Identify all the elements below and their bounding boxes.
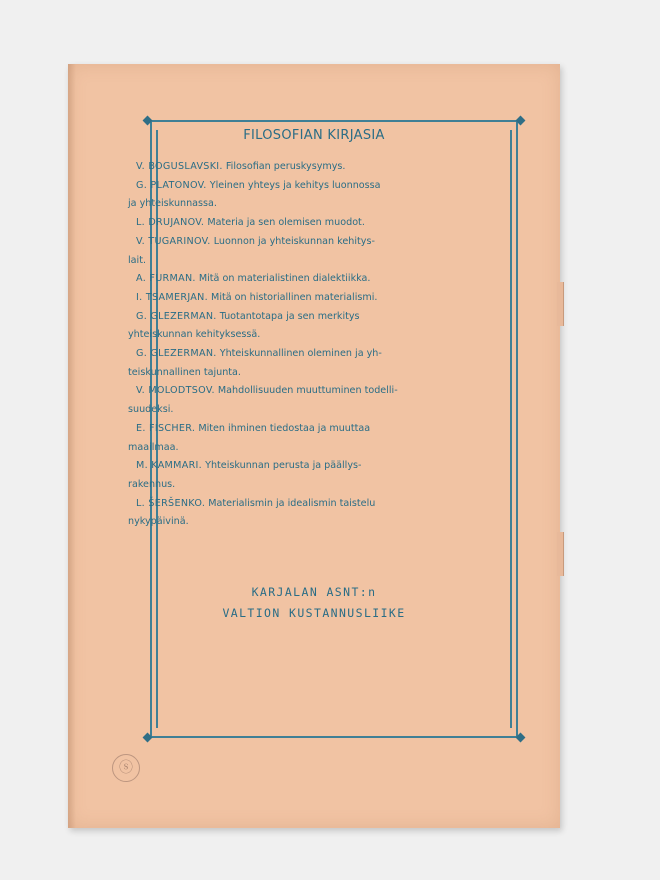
entry-line-1 (128, 177, 414, 196)
entry-title: Mahdollisuuden muuttuminen todelli- (217, 385, 398, 397)
entry-title: Materialismin ja idealismin taistelu (208, 497, 376, 509)
book-list (128, 158, 414, 532)
entry-line-1 (128, 420, 414, 439)
book-entry (128, 233, 414, 270)
entry-author: V. BOGUSLAVSKI. (136, 161, 223, 172)
entry-line-1 (128, 270, 414, 289)
book-entry (128, 308, 414, 345)
book-entry (128, 345, 414, 382)
entry-author: V. TUGARINOV. (136, 235, 211, 247)
entry-author: L. ŠERŠENKO. (136, 497, 206, 509)
corner-ornament (516, 733, 526, 743)
entry-line-1 (128, 233, 414, 252)
entry-line-1 (128, 345, 414, 364)
entry-line-1 (128, 382, 414, 401)
entry-author: G. GLEZERMAN. (136, 348, 217, 360)
book-entry (128, 158, 414, 177)
series-title: FILOSOFIAN KIRJASIA (243, 128, 385, 143)
entry-line-2: rakennus. (128, 478, 176, 490)
book-entry (128, 420, 414, 457)
book-entry (128, 270, 414, 289)
page-tab (557, 532, 564, 576)
entry-title: Tuotantotapa ja sen merkitys (219, 310, 360, 322)
book-spine-edge (68, 64, 76, 828)
entry-line-2: maailmaa. (128, 441, 179, 453)
entry-title: Mitä on materialistinen dialektiikka. (198, 273, 371, 285)
entry-author: L. DRUJANOV. (136, 217, 205, 229)
entry-title: Yhteiskunnan perusta ja päällys- (205, 460, 362, 472)
entry-author: I. TSAMERJAN. (136, 291, 208, 303)
entry-line-1 (128, 457, 414, 476)
entry-author: A. FURMAN. (136, 273, 196, 285)
library-stamp: ⓢ (112, 754, 140, 782)
frame-outer-right (516, 122, 518, 736)
entry-author: M. KAMMARI. (136, 460, 203, 472)
entry-title: Yleinen yhteys ja kehitys luonnossa (209, 179, 381, 191)
entry-author: V. MOLODTSOV. (136, 385, 215, 397)
publisher-line-2: VALTION KUSTANNUSLIIKE (222, 606, 406, 620)
entry-author: E. FISCHER. (136, 422, 196, 434)
page-tab (557, 282, 564, 326)
book-entry (128, 457, 414, 494)
entry-line-1 (128, 495, 414, 514)
entry-title: Yhteiskunnallinen oleminen ja yh- (219, 348, 382, 360)
entry-line-2: teiskunnallinen tajunta. (128, 366, 241, 378)
entry-line-2: yhteiskunnan kehityksessä. (128, 329, 261, 341)
entry-title: Materia ja sen olemisen muodot. (207, 217, 365, 229)
book-back-cover (68, 64, 560, 828)
entry-line-2: suudeksi. (128, 404, 174, 416)
book-entry (128, 289, 414, 308)
entry-title: Mitä on historiallinen materialismi. (211, 291, 378, 303)
entry-title: Filosofian peruskysymys. (225, 161, 346, 172)
entry-author: G. PLATONOV. (136, 179, 207, 191)
entry-line-1 (128, 158, 414, 177)
book-entry (128, 177, 414, 214)
entry-line-2: nykypäivinä. (128, 516, 189, 528)
entry-line-1 (128, 214, 414, 233)
entry-title: Luonnon ja yhteiskunnan kehitys- (213, 235, 375, 247)
entry-line-1 (128, 289, 414, 308)
book-entry (128, 214, 414, 233)
entry-author: G. GLEZERMAN. (136, 310, 217, 322)
entry-line-2: ja yhteiskunnassa. (128, 198, 217, 210)
book-entry (128, 495, 414, 532)
entry-title: Miten ihminen tiedostaa ja muuttaa (198, 422, 371, 434)
publisher-line-1: KARJALAN ASNT:n (251, 585, 377, 599)
entry-line-2: lait. (128, 254, 147, 266)
entry-line-1 (128, 308, 414, 327)
publisher (68, 582, 560, 624)
book-entry (128, 382, 414, 419)
